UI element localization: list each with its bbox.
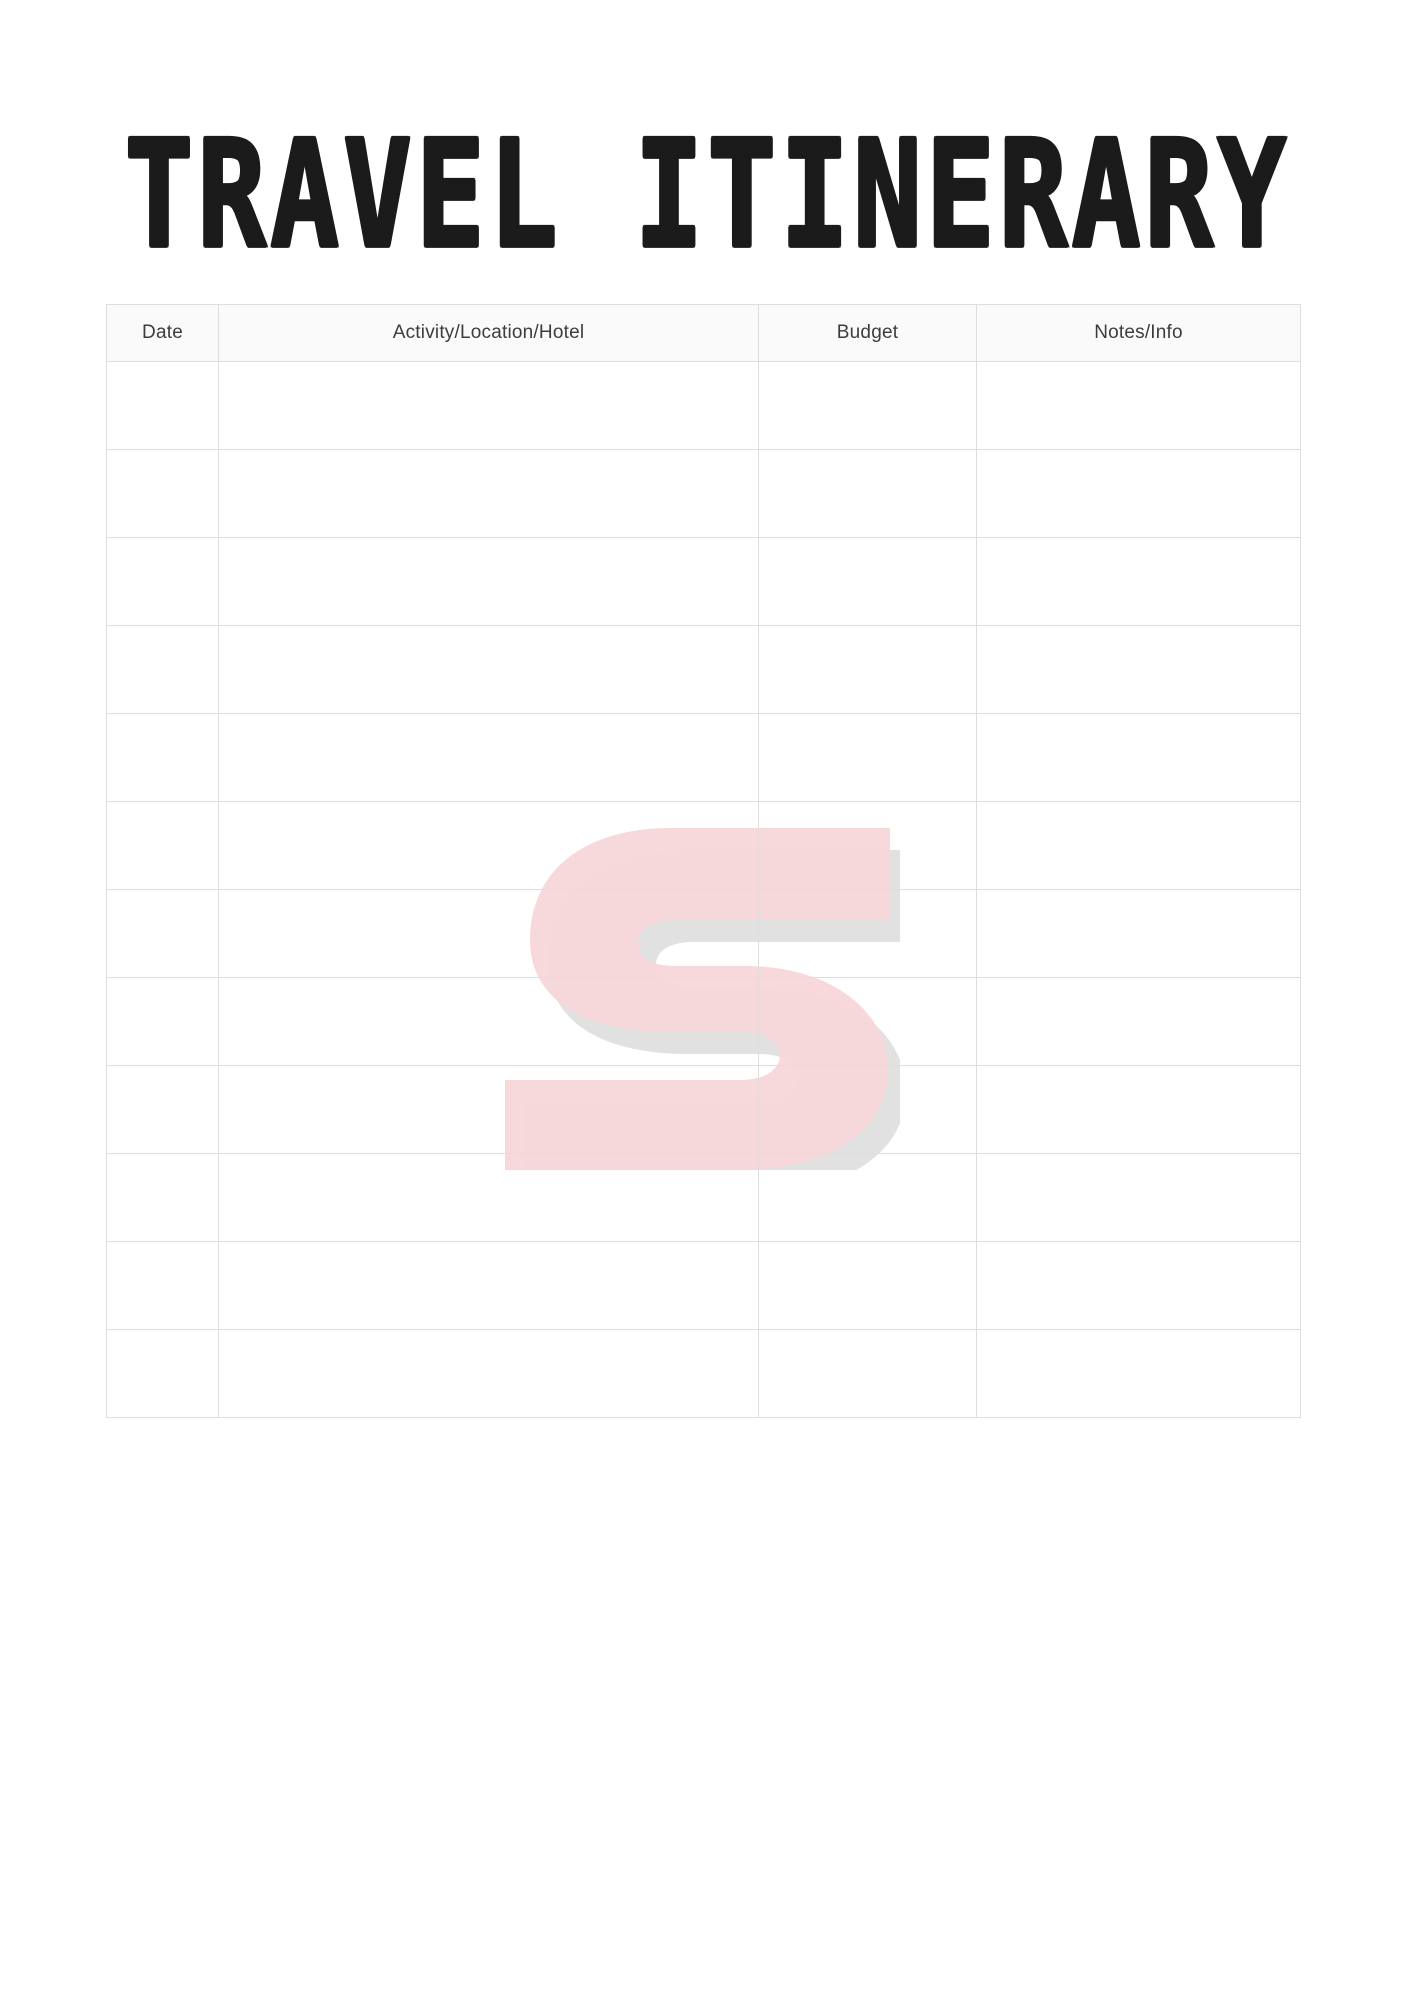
column-header-date: Date bbox=[107, 305, 219, 362]
cell-budget[interactable] bbox=[759, 362, 977, 450]
cell-notes[interactable] bbox=[977, 890, 1301, 978]
cell-date[interactable] bbox=[107, 450, 219, 538]
cell-budget[interactable] bbox=[759, 890, 977, 978]
table-row bbox=[107, 1242, 1301, 1330]
cell-notes[interactable] bbox=[977, 1154, 1301, 1242]
table-row bbox=[107, 802, 1301, 890]
page-title-container bbox=[0, 44, 1414, 312]
cell-budget[interactable] bbox=[759, 978, 977, 1066]
table-row bbox=[107, 362, 1301, 450]
cell-budget[interactable] bbox=[759, 714, 977, 802]
table-row bbox=[107, 890, 1301, 978]
cell-budget[interactable] bbox=[759, 802, 977, 890]
cell-activity[interactable] bbox=[219, 1242, 759, 1330]
cell-date[interactable] bbox=[107, 626, 219, 714]
cell-activity[interactable] bbox=[219, 1154, 759, 1242]
column-header-activity: Activity/Location/Hotel bbox=[219, 305, 759, 362]
cell-budget[interactable] bbox=[759, 1154, 977, 1242]
cell-budget[interactable] bbox=[759, 1242, 977, 1330]
cell-activity[interactable] bbox=[219, 362, 759, 450]
cell-date[interactable] bbox=[107, 890, 219, 978]
cell-notes[interactable] bbox=[977, 1066, 1301, 1154]
cell-notes[interactable] bbox=[977, 538, 1301, 626]
cell-activity[interactable] bbox=[219, 450, 759, 538]
column-header-notes: Notes/Info bbox=[977, 305, 1301, 362]
cell-notes[interactable] bbox=[977, 714, 1301, 802]
cell-budget[interactable] bbox=[759, 450, 977, 538]
cell-notes[interactable] bbox=[977, 1330, 1301, 1418]
table-row bbox=[107, 1330, 1301, 1418]
cell-activity[interactable] bbox=[219, 538, 759, 626]
cell-activity[interactable] bbox=[219, 1066, 759, 1154]
cell-budget[interactable] bbox=[759, 626, 977, 714]
cell-notes[interactable] bbox=[977, 362, 1301, 450]
cell-date[interactable] bbox=[107, 362, 219, 450]
cell-budget[interactable] bbox=[759, 1330, 977, 1418]
table-row bbox=[107, 1066, 1301, 1154]
cell-activity[interactable] bbox=[219, 890, 759, 978]
cell-date[interactable] bbox=[107, 538, 219, 626]
cell-activity[interactable] bbox=[219, 978, 759, 1066]
itinerary-table-container bbox=[106, 304, 1300, 1418]
cell-activity[interactable] bbox=[219, 802, 759, 890]
cell-date[interactable] bbox=[107, 1330, 219, 1418]
table-header-row bbox=[107, 305, 1301, 362]
table-row bbox=[107, 626, 1301, 714]
cell-budget[interactable] bbox=[759, 538, 977, 626]
cell-activity[interactable] bbox=[219, 714, 759, 802]
cell-date[interactable] bbox=[107, 1154, 219, 1242]
cell-notes[interactable] bbox=[977, 1242, 1301, 1330]
table-row bbox=[107, 1154, 1301, 1242]
cell-budget[interactable] bbox=[759, 1066, 977, 1154]
cell-date[interactable] bbox=[107, 802, 219, 890]
cell-date[interactable] bbox=[107, 1066, 219, 1154]
cell-notes[interactable] bbox=[977, 450, 1301, 538]
cell-notes[interactable] bbox=[977, 802, 1301, 890]
table-row bbox=[107, 978, 1301, 1066]
cell-date[interactable] bbox=[107, 978, 219, 1066]
page-title: TRAVEL ITINERARY bbox=[124, 109, 1290, 282]
cell-notes[interactable] bbox=[977, 626, 1301, 714]
cell-date[interactable] bbox=[107, 714, 219, 802]
column-header-budget: Budget bbox=[759, 305, 977, 362]
cell-activity[interactable] bbox=[219, 1330, 759, 1418]
cell-activity[interactable] bbox=[219, 626, 759, 714]
table-row bbox=[107, 714, 1301, 802]
cell-date[interactable] bbox=[107, 1242, 219, 1330]
cell-notes[interactable] bbox=[977, 978, 1301, 1066]
travel-itinerary-table bbox=[106, 304, 1301, 1418]
table-row bbox=[107, 538, 1301, 626]
table-row bbox=[107, 450, 1301, 538]
